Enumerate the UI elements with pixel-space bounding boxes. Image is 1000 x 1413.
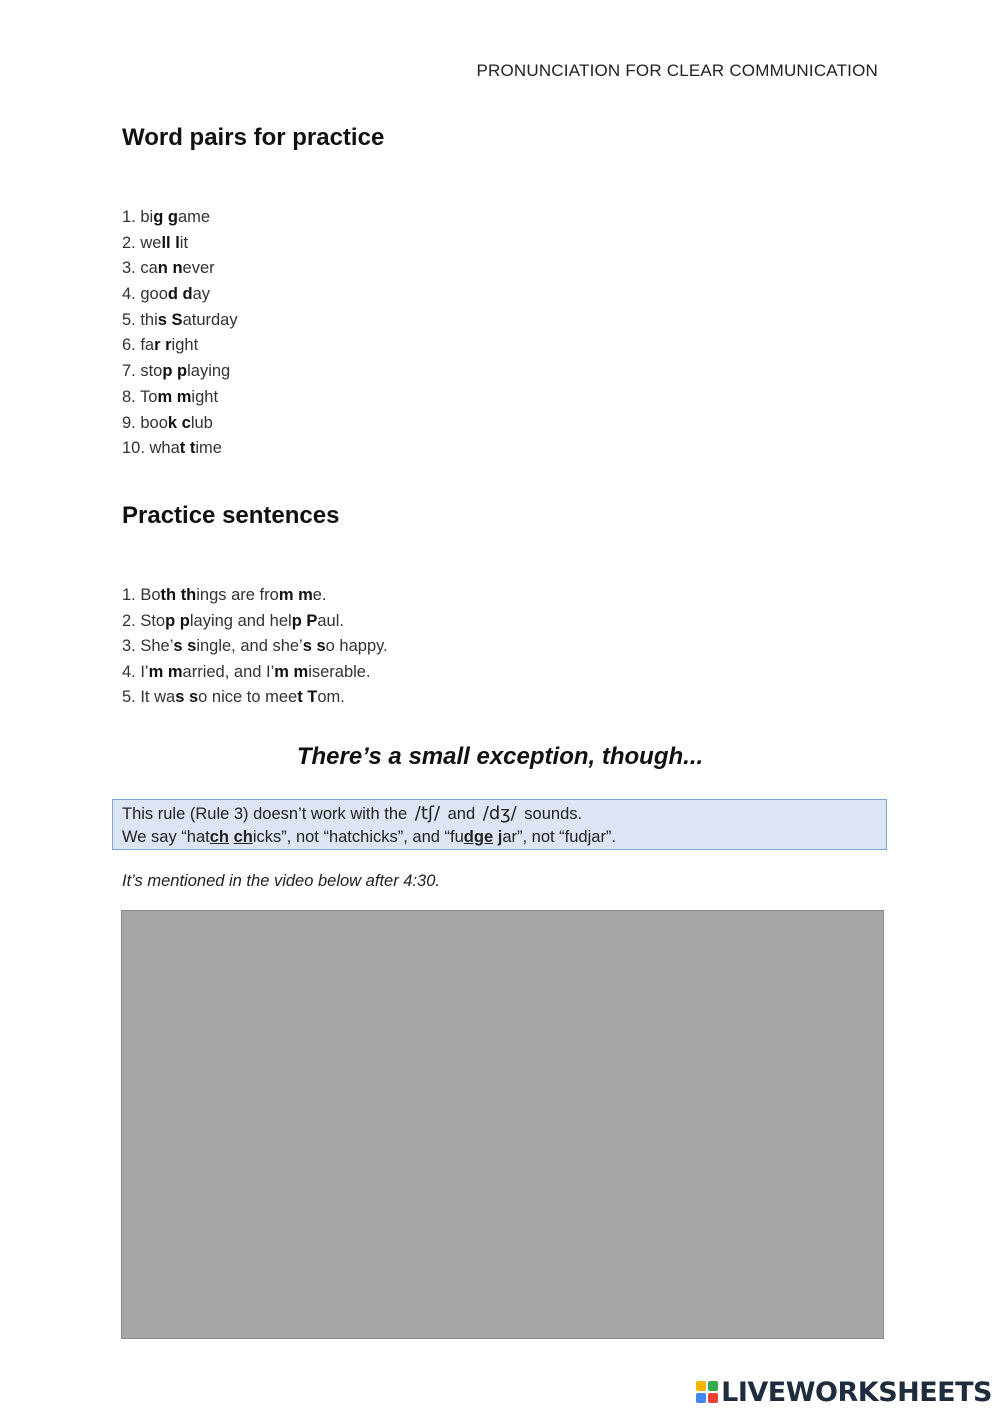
sentence-item — [122, 685, 388, 711]
text-segment: icks”, not “hatchicks”, and “fu — [252, 828, 464, 846]
text-segment: it — [179, 233, 189, 252]
text-segment: o happy. — [325, 637, 388, 656]
highlighted-sound: d d — [167, 285, 193, 304]
exception-note-line-1 — [122, 802, 877, 826]
text-segment: 7. sto — [122, 362, 163, 381]
video-placeholder[interactable] — [121, 910, 884, 1339]
highlighted-sound: t T — [297, 688, 318, 707]
text-segment: ame — [177, 208, 211, 226]
word-pair-item — [122, 256, 238, 282]
underlined-sound: ch — [233, 828, 253, 846]
text-segment: laying — [187, 362, 231, 381]
sentence-item — [122, 609, 388, 635]
video-caption: It’s mentioned in the video below after 4:30. — [122, 872, 440, 890]
exception-heading: There’s a small exception, though... — [296, 743, 704, 770]
text-segment: ime — [195, 439, 222, 458]
text-segment: 5. thi — [122, 310, 158, 329]
highlighted-sound: m m — [148, 662, 183, 681]
word-pair-item — [122, 411, 238, 437]
text-segment: 8. To — [122, 387, 158, 406]
highlighted-sound: s s — [302, 637, 326, 656]
text-segment: 4. goo — [122, 285, 168, 304]
logo-square — [708, 1381, 718, 1391]
text-segment: 6. fa — [122, 336, 155, 355]
text-segment: ings are fro — [196, 586, 279, 604]
text-segment: aturday — [182, 310, 238, 329]
highlighted-sound: th th — [160, 586, 197, 604]
word-pair-item — [122, 308, 238, 334]
ipa-tsh: /tʃ/ — [414, 803, 441, 824]
text-segment: aul. — [317, 611, 344, 630]
word-pair-item — [122, 231, 238, 257]
exception-note-line-2 — [122, 826, 877, 849]
text-segment: iserable. — [308, 662, 371, 681]
text-segment: ever — [182, 259, 215, 278]
exception-note-box — [112, 799, 887, 850]
text-segment: 2. Sto — [122, 611, 166, 630]
text-segment: We say “hat — [122, 828, 210, 846]
text-segment: ingle, and she’ — [196, 637, 303, 656]
text-segment: om. — [317, 688, 345, 707]
text-segment: 1. bi — [122, 208, 154, 226]
note-text: This rule (Rule 3) doesn’t work with the — [122, 805, 408, 823]
highlighted-sound: m m — [274, 662, 309, 681]
sentence-item — [122, 583, 388, 609]
liveworksheets-logo-icon — [696, 1381, 718, 1403]
highlighted-sound: n n — [157, 259, 183, 278]
practice-sentences-list — [122, 583, 388, 711]
text-segment: 9. boo — [122, 413, 168, 432]
practice-sentences-heading: Practice sentences — [122, 502, 340, 529]
text-segment: laying and hel — [189, 611, 292, 630]
highlighted-sound: p p — [162, 362, 188, 381]
page-header: PRONUNCIATION FOR CLEAR COMMUNICATION — [476, 61, 878, 80]
text-segment: ight — [171, 336, 199, 355]
underlined-sound: j — [497, 828, 503, 846]
logo-square — [708, 1393, 718, 1403]
sentence-item — [122, 634, 388, 660]
text-segment: lub — [190, 413, 213, 432]
note-text: sounds. — [524, 805, 583, 823]
highlighted-sound: p P — [291, 611, 318, 630]
highlighted-sound: p p — [165, 611, 190, 630]
sentence-item — [122, 660, 388, 686]
word-pairs-heading: Word pairs for practice — [122, 124, 385, 151]
highlighted-sound: ll l — [161, 233, 180, 252]
highlighted-sound: r r — [154, 336, 172, 355]
word-pair-item — [122, 359, 238, 385]
text-segment: ar”, not “fudjar”. — [502, 828, 617, 846]
text-segment: o nice to mee — [198, 688, 298, 707]
text-segment: arried, and I’ — [182, 662, 275, 681]
text-segment: ay — [192, 285, 211, 304]
highlighted-sound: s s — [173, 637, 197, 656]
word-pair-item — [122, 205, 238, 231]
text-segment: 10. wha — [122, 439, 180, 458]
underlined-sound: ch — [209, 828, 229, 846]
highlighted-sound: g g — [153, 208, 178, 226]
highlighted-sound: s S — [157, 310, 183, 329]
highlighted-sound: m m — [157, 387, 192, 406]
text-segment: 3. ca — [122, 259, 158, 278]
word-pair-item — [122, 385, 238, 411]
word-pair-item — [122, 436, 238, 462]
highlighted-sound: t t — [179, 439, 196, 458]
highlighted-sound: s s — [175, 688, 199, 707]
underlined-sound: dge — [463, 828, 494, 846]
text-segment: 4. I’ — [122, 662, 149, 681]
text-segment: 3. She’ — [122, 637, 174, 656]
text-segment: ight — [191, 387, 219, 406]
logo-square — [696, 1393, 706, 1403]
word-pair-item — [122, 333, 238, 359]
highlighted-sound: m m — [278, 586, 313, 604]
ipa-dzh: /dʒ/ — [482, 803, 517, 824]
logo-square — [696, 1381, 706, 1391]
highlighted-sound: k c — [167, 413, 191, 432]
word-pairs-list — [122, 205, 238, 462]
word-pair-item — [122, 282, 238, 308]
logo-text: LIVEWORKSHEETS — [721, 1376, 992, 1408]
text-segment: e. — [312, 586, 327, 604]
liveworksheets-logo — [696, 1377, 992, 1407]
note-text: and — [447, 805, 476, 823]
text-segment: 1. Bo — [122, 586, 161, 604]
text-segment: 2. we — [122, 233, 162, 252]
text-segment: 5. It wa — [122, 688, 176, 707]
